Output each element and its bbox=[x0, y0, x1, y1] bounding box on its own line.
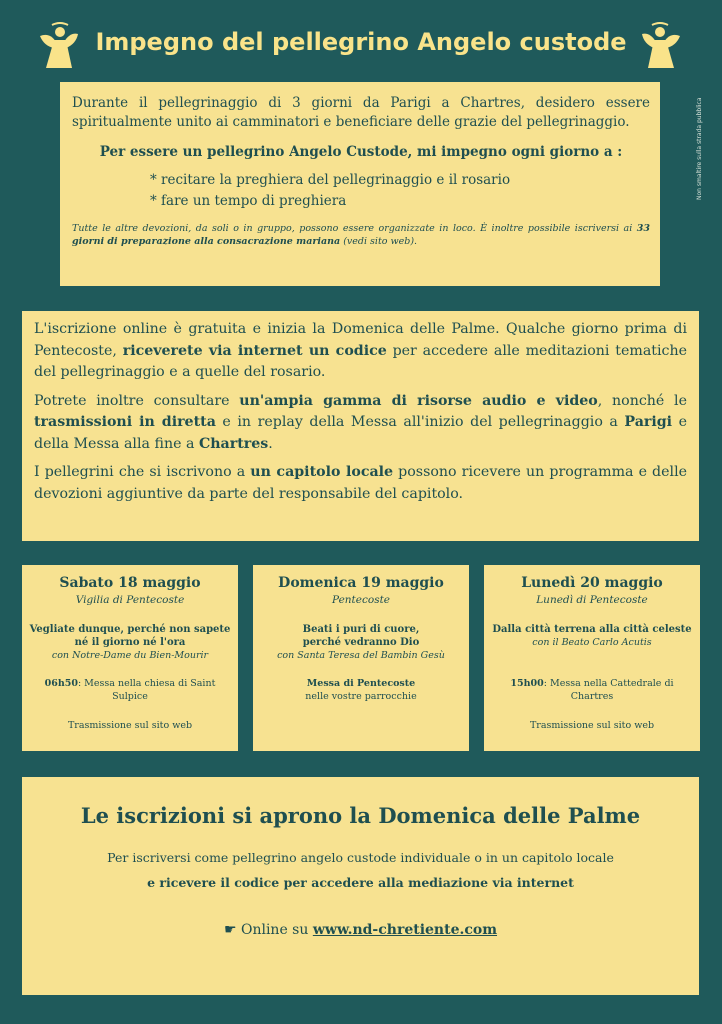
signup-headline: Le iscrizioni si aprono la Domenica delle Palme bbox=[80, 803, 641, 828]
info-paragraph: Potrete inoltre consultare un'ampia gamma di risorse audio e video, nonché le trasmissioni in diretta e in replay della Messa all'inizio del pellegrinaggio a Parigi e della Messa alla fine a Chartres. bbox=[34, 392, 687, 452]
list-item: * fare un tempo di preghiera bbox=[150, 193, 347, 209]
day-quote: Beati i puri di cuore, perché vedranno Dio bbox=[302, 624, 420, 648]
day-card-saturday bbox=[22, 565, 238, 751]
commitment-panel bbox=[60, 82, 660, 286]
registration-info-panel bbox=[22, 311, 699, 541]
day-card-sunday bbox=[253, 565, 469, 751]
info-paragraph: L'iscrizione online è gratuita e inizia la Domenica delle Palme. Qualche giorno prima di Pentecoste, riceverete via internet un codice per accedere alle meditazioni tematiche del pellegrinaggio e a quelle del rosario. bbox=[34, 321, 687, 380]
day-broadcast: Trasmissione sul sito web bbox=[529, 720, 655, 731]
signup-text: Per iscriversi come pellegrino angelo custode individuale o in un capitolo locale bbox=[107, 850, 614, 865]
day-name: Domenica 19 maggio bbox=[278, 575, 444, 591]
day-name: Sabato 18 maggio bbox=[59, 575, 201, 591]
info-paragraph: I pellegrini che si iscrivono a un capitolo locale possono ricevere un programma e delle devozioni aggiuntive da parte del responsabile del capitolo. bbox=[34, 464, 688, 502]
day-subtitle: Pentecoste bbox=[331, 594, 391, 606]
day-name: Lunedì 20 maggio bbox=[521, 575, 663, 591]
signup-panel bbox=[22, 777, 699, 995]
day-patron: con Santa Teresa del Bambin Gesù bbox=[277, 650, 445, 661]
online-line: ☛ Online su www.nd-chretiente.com bbox=[223, 922, 498, 938]
devotions-note: Tutte le altre devozioni, da soli o in gruppo, possono essere organizzate in loco. È inoltre possibile iscriversi ai 33 giorni di preparazione alla consacrazione mariana (vedi sito web). bbox=[72, 223, 650, 247]
page-title: Impegno del pellegrino Angelo custode bbox=[95, 28, 627, 56]
day-subtitle: Lunedì di Pentecoste bbox=[536, 594, 648, 606]
list-item: * recitare la preghiera del pellegrinaggio e il rosario bbox=[150, 172, 511, 188]
day-mass: 15h00: Messa nella Cattedrale di Chartres bbox=[510, 678, 674, 702]
pointing-hand-icon: ☛ bbox=[223, 922, 241, 938]
day-mass: 06h50: Messa nella chiesa di Saint Sulpice bbox=[44, 678, 216, 702]
day-card-monday bbox=[484, 565, 700, 751]
angel-icon bbox=[638, 22, 684, 72]
commitment-list bbox=[150, 170, 650, 212]
signup-text-bold: e ricevere il codice per accedere alla mediazione via internet bbox=[147, 875, 574, 890]
day-quote: Vegliate dunque, perché non sapete né il giorno né l'ora bbox=[29, 624, 231, 648]
day-quote: Dalla città terrena alla città celeste bbox=[492, 624, 692, 635]
day-patron: con Notre-Dame du Bien-Mourir bbox=[51, 650, 209, 661]
day-broadcast: Trasmissione sul sito web bbox=[67, 720, 193, 731]
commitment-heading: Per essere un pellegrino Angelo Custode, mi impegno ogni giorno a : bbox=[99, 144, 623, 160]
side-note: Non smaltire sulla strada pubblica bbox=[696, 97, 703, 200]
website-link[interactable]: www.nd-chretiente.com bbox=[312, 922, 498, 938]
day-patron: con il Beato Carlo Acutis bbox=[532, 637, 652, 648]
intro-text: Durante il pellegrinaggio di 3 giorni da Parigi a Chartres, desidero essere spiritualmente unito ai camminatori e beneficiare delle grazie del pellegrinaggio. bbox=[72, 95, 650, 130]
day-subtitle: Vigilia di Pentecoste bbox=[75, 594, 185, 606]
day-mass: Messa di Pentecoste nelle vostre parrocchie bbox=[305, 678, 417, 702]
